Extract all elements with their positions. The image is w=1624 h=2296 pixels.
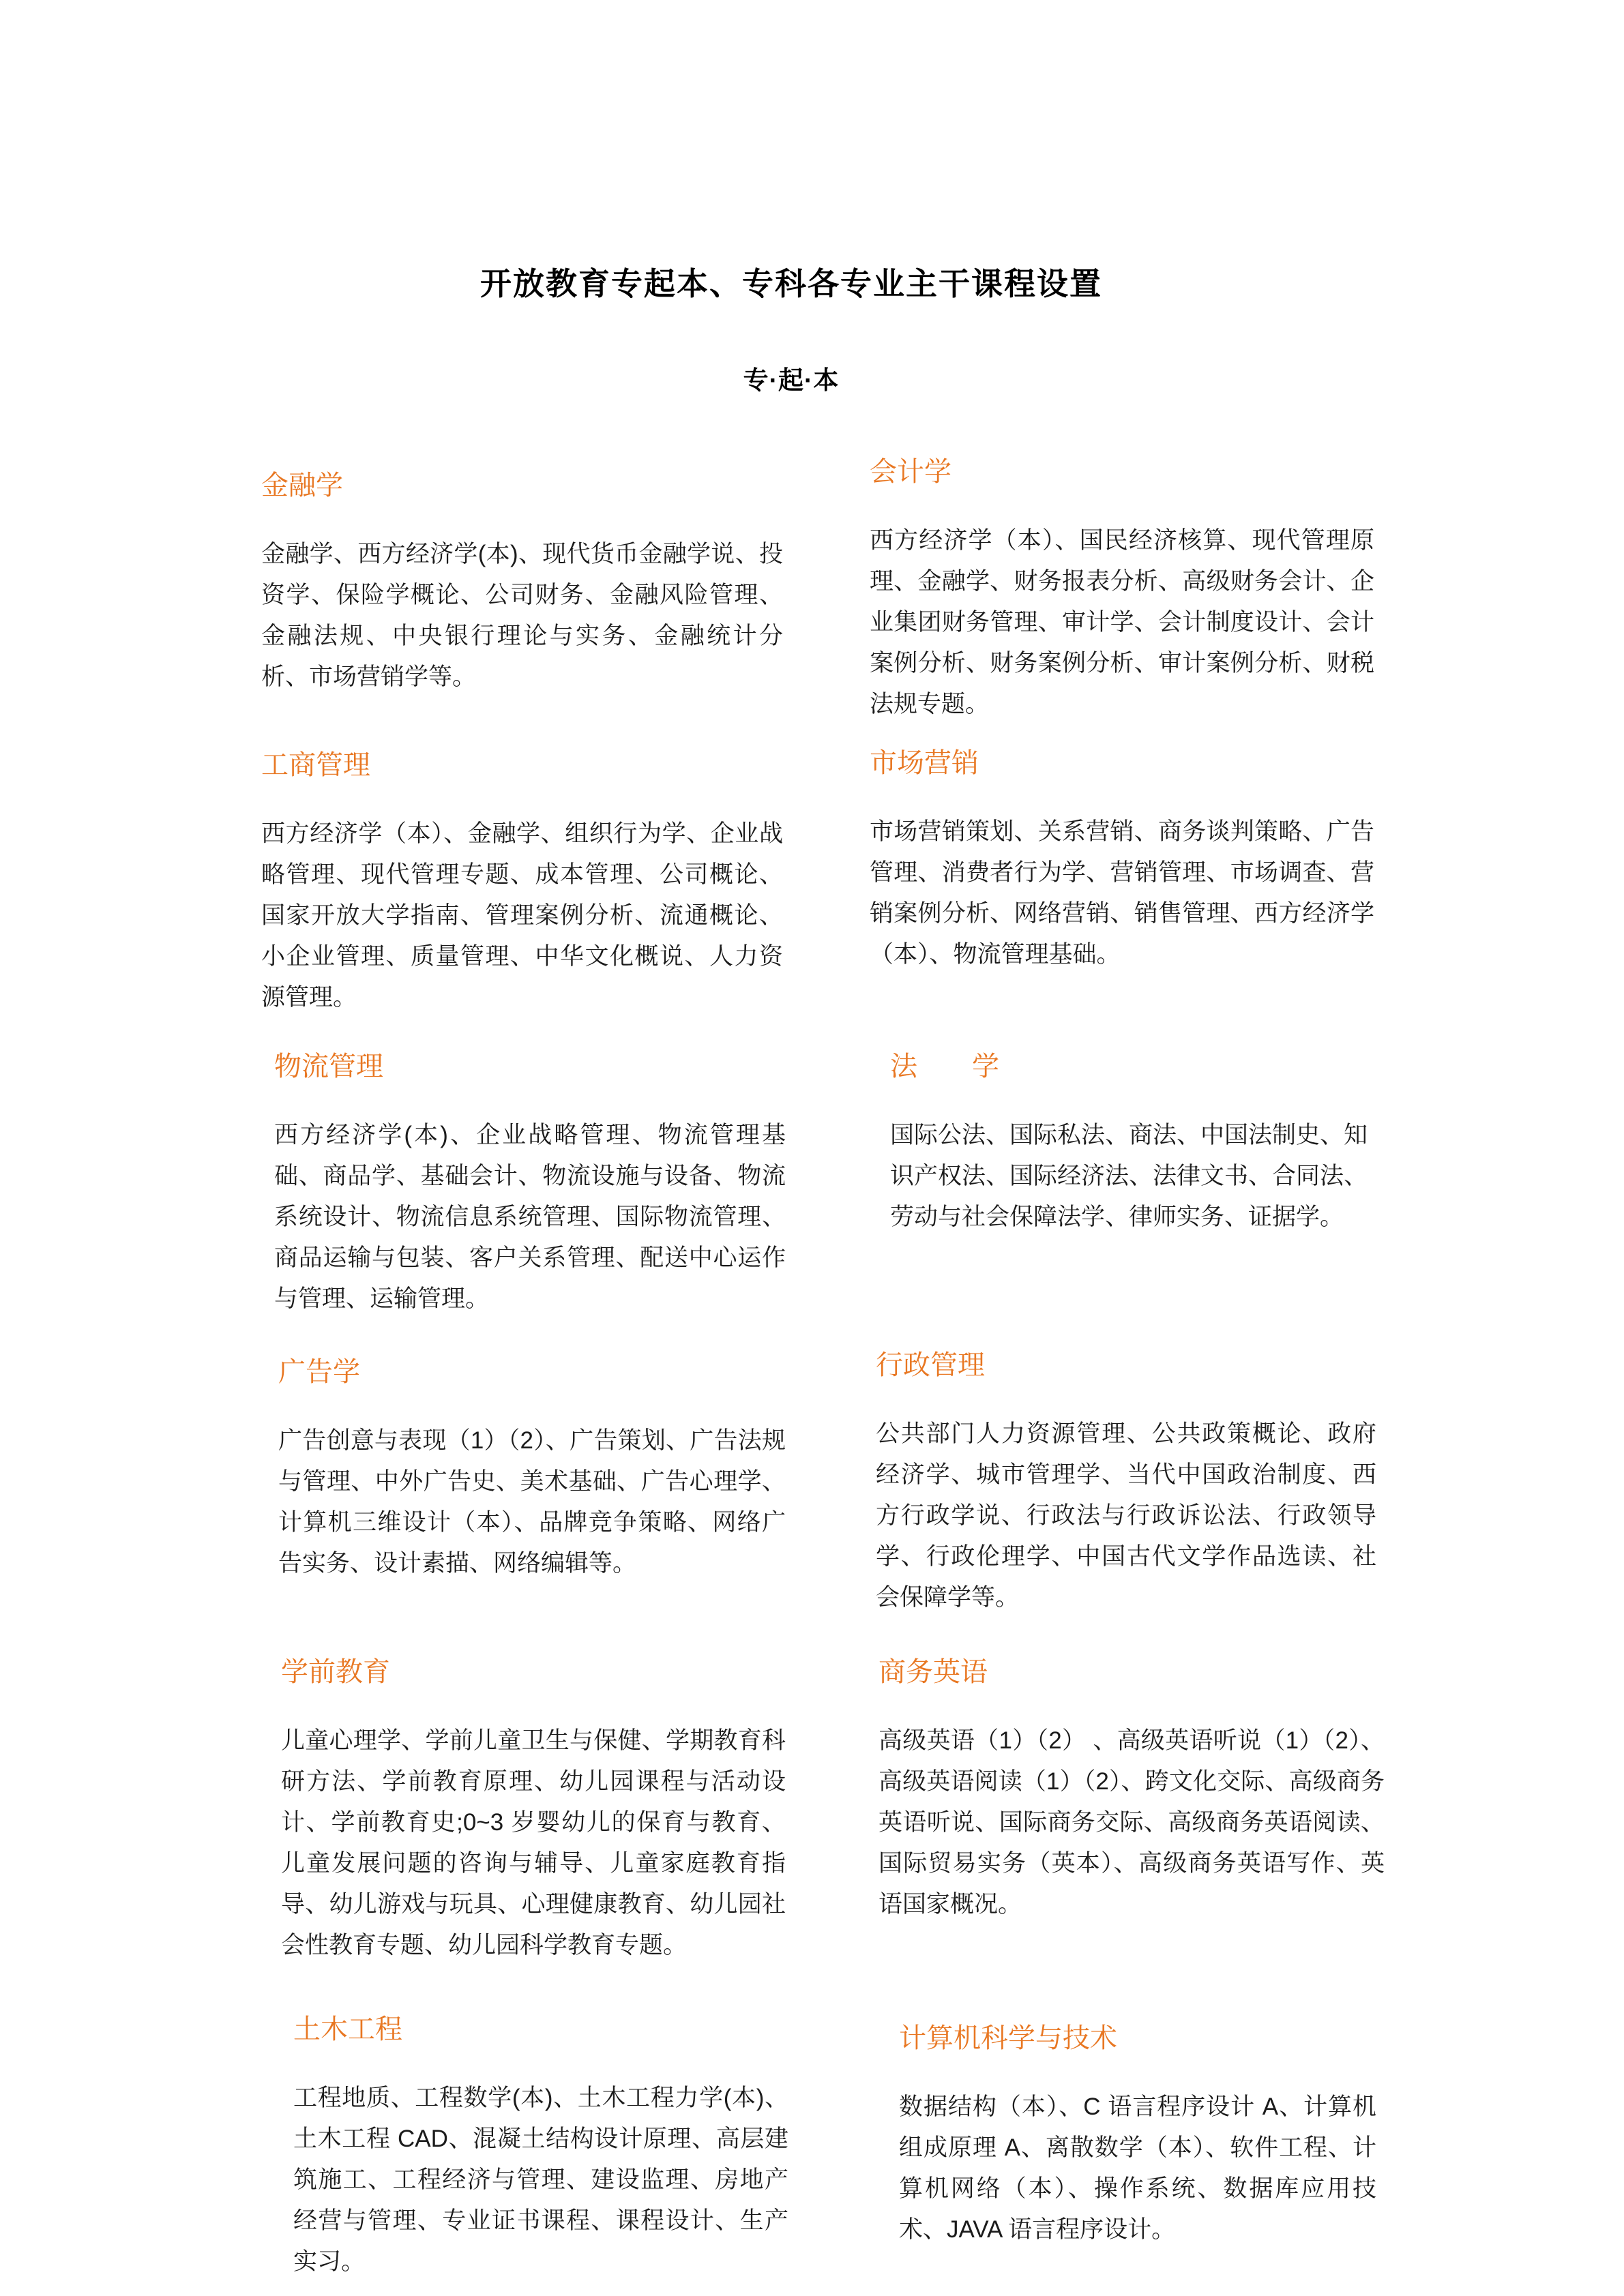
section-courses-law: 国际公法、国际私法、商法、中国法制史、知识产权法、国际经济法、法律文书、合同法、劳动与社会保障法学、律师实务、证据学。 [890,1122,1368,1230]
section-courses-accounting: 西方经济学（本）、国民经济核算、现代管理原理、金融学、财务报表分析、高级财务会计、企业集团财务管理、审计学、会计制度设计、会计案例分析、财务案例分析、审计案例分析、财税法规专题。 [870,527,1374,717]
section-business-english [879,1656,1385,1925]
section-heading-civil-engineering: 土木工程 [293,2014,402,2044]
section-heading-finance: 金融学 [261,471,343,501]
section-civil-engineering [293,2013,788,2282]
section-courses-civil-engineering: 工程地质、工程数学(本)、土木工程力学(本)、土木工程 CAD、混凝土结构设计原理、高层建筑施工、工程经济与管理、建设监理、房地产经营与管理、专业证书课程、课程设计、生产实习。 [293,2085,788,2275]
section-marketing [870,747,1374,975]
section-courses-finance: 金融学、西方经济学(本)、现代货币金融学说、投资学、保险学概论、公司财务、金融风险管理、金融法规、中央银行理论与实务、金融统计分析、市场营销学等。 [261,541,783,690]
section-courses-business-english: 高级英语（1）（2） 、高级英语听说（1）（2）、高级英语阅读（1）（2）、跨文化交际、高级商务英语听说、国际商务交际、高级商务英语阅读、国际贸易实务（英本）、高级商务英语写作、英语国家概况。 [879,1727,1385,1918]
section-business-admin [261,749,783,1018]
section-heading-marketing: 市场营销 [870,748,979,778]
section-advertising [278,1356,786,1584]
section-heading-business-english: 商务英语 [879,1657,988,1687]
page-subtitle: 专·起·本 [743,366,840,394]
section-public-admin [876,1349,1376,1618]
section-courses-marketing: 市场营销策划、关系营销、商务谈判策略、广告管理、消费者行为学、营销管理、市场调查、营销案例分析、网络营销、销售管理、西方经济学（本）、物流管理基础。 [870,818,1374,968]
section-courses-advertising: 广告创意与表现（1）（2）、广告策划、广告法规与管理、中外广告史、美术基础、广告心理学、计算机三维设计（本）、品牌竞争策略、网络广告实务、设计素描、网络编辑等。 [278,1427,786,1577]
section-heading-logistics: 物流管理 [274,1052,383,1082]
section-preschool-education [281,1656,786,1966]
section-finance [261,469,783,698]
section-courses-public-admin: 公共部门人力资源管理、公共政策概论、政府经济学、城市管理学、当代中国政治制度、西方行政学说、行政法与行政诉讼法、行政领导学、行政伦理学、中国古代文学作品选读、社会保障学等。 [876,1420,1376,1611]
section-heading-accounting: 会计学 [870,457,951,487]
section-heading-computer-science: 计算机科学与技术 [899,2023,1117,2053]
section-courses-preschool-education: 儿童心理学、学前儿童卫生与保健、学期教育科研方法、学前教育原理、幼儿园课程与活动设计、学前教育史;0~3 岁婴幼儿的保育与教育、儿童发展问题的咨询与辅导、儿童家庭教育指导、幼儿游戏与玩具、心理健康教育、幼儿园社会性教育专题、幼儿园科学教育专题。 [281,1727,786,1958]
section-heading-preschool-education: 学前教育 [281,1657,390,1687]
page-title: 开放教育专起本、专科各专业主干课程设置 [480,266,1102,301]
section-courses-logistics: 西方经济学(本)、企业战略管理、物流管理基础、商品学、基础会计、物流设施与设备、物流系统设计、物流信息系统管理、国际物流管理、商品运输与包装、客户关系管理、配送中心运作与管理、运输管理。 [274,1122,786,1312]
section-heading-business-admin: 工商管理 [261,750,370,780]
section-courses-business-admin: 西方经济学（本）、金融学、组织行为学、企业战略管理、现代管理专题、成本管理、公司概论、国家开放大学指南、管理案例分析、流通概论、小企业管理、质量管理、中华文化概说、人力资源管理。 [261,820,783,1011]
section-computer-science [899,2022,1376,2250]
section-courses-computer-science: 数据结构（本）、C 语言程序设计 A、计算机组成原理 A、离散数学（本）、软件工程、计算机网络（本）、操作系统、数据库应用技术、JAVA 语言程序设计。 [899,2093,1376,2243]
section-law [890,1050,1368,1238]
section-heading-advertising: 广告学 [278,1357,360,1387]
section-heading-public-admin: 行政管理 [876,1350,985,1380]
section-logistics [274,1050,786,1320]
section-heading-law: 法 学 [890,1052,999,1082]
section-accounting [870,456,1374,725]
